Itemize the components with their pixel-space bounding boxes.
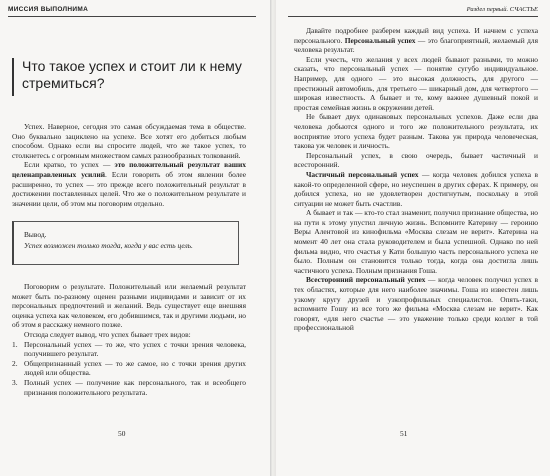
header-rule-right (288, 16, 538, 17)
left-body-bottom (12, 282, 246, 397)
paragraph-partial-full: Персональный успех, в свою очередь, бывает частичный и всесторонний. (294, 150, 538, 170)
paragraph-personal-intro (294, 26, 538, 55)
paragraph-comprehensive-success (294, 275, 538, 333)
paragraph-partial-success (294, 170, 538, 208)
left-page (0, 0, 270, 476)
paragraph-individual-desires: Если учесть, что желания у всех людей бывают разными, то можно сказать, что персональный успех — понятие сугубо индивидуальное. Например, для одного — это высокая должность, для другого — престижный автомобиль, для третьего — шикарный дом, для четвертого — широкая известность. А бывает и те, кому важнее душевный покой и простая семейная жизнь в окружении детей. (294, 54, 538, 112)
list-number: 3. (12, 377, 18, 387)
running-head-left: МИССИЯ ВЫПОЛНИМА (8, 6, 89, 13)
definition-rest: . Если говорить об этом явлении более расширенно, то успех — это прежде всего положительный результат в достижении поставленных целей. Что же о положительном результате и значении цели, об этом мы поговорим отдельно. (12, 169, 246, 208)
list-item (12, 340, 246, 359)
paragraph-success-definition (12, 160, 246, 208)
list-text: Общепризнанный успех — то же самое, но с точки зрения других людей или общества. (24, 358, 246, 378)
right-body (294, 26, 538, 333)
list-item (12, 378, 246, 397)
page-number-left: 50 (118, 429, 126, 438)
partial-success-def: — когда человек добился успеха в какой-то определенной сфере, но неуспешен в других сферах. К примеру, он добился успеха, но не удовлетворен достигнутым, поскольку в этой ситуации не может быть счастлив. (294, 169, 538, 208)
header-rule-left (8, 16, 256, 17)
personal-success-term: Персональный успех (344, 35, 416, 45)
list-item (12, 359, 246, 378)
left-body-top (12, 122, 246, 208)
page-number-right: 51 (400, 429, 408, 438)
list-number: 2. (12, 358, 18, 368)
partial-success-term: Частичный персональный успех (306, 169, 419, 179)
paragraph-success-intro: Успех. Наверное, сегодня это самая обсуждаемая тема в обществе. Оно буквально зациклено на успехе. Все хотят его добиться любым способом. Однако если вы спросите людей, что же такое успех, то столкнетесь с огромным множеством самых разнообразных толкований. (12, 122, 246, 160)
personal-success-def: — это благоприятный, желаемый для человека результат. (294, 35, 538, 55)
list-number: 1. (12, 339, 18, 349)
paragraph-three-types: Отсюда следует вывод, что успех бывает трех видов: (24, 329, 191, 339)
comprehensive-success-term: Всесторонний персональный успех (306, 275, 426, 285)
paragraph-no-two-alike: Не бывает двух одинаковых персональных успехов. Даже если два человека добьются одного и того же положительного результата, их восприятие этого успеха будет разным. Такова уж природа человеческая, такова уж человек и личность. (294, 112, 538, 151)
personal-intro-lead: Давайте подробнее разберем каждый вид успеха. И начнем с успеха персонального. (294, 26, 538, 45)
conclusion-callout (12, 221, 239, 265)
right-page (276, 0, 550, 476)
paragraph-result: Поговорим о результате. Положительный или желаемый результат может быть по-разному оценен разными индивидами и зависит от их персональных предпочтений и желаний. Ведь существует еще внешняя оценка успеха как человеком, его добившимся, так и другими людьми, но об этом я расскажу немного позже. (12, 282, 246, 330)
chapter-title: Что такое успех и стоит ли к нему стремиться? (22, 58, 242, 91)
definition-lead: Если кратко, то успех — (24, 160, 115, 170)
success-types-list (12, 340, 246, 398)
comprehensive-success-def: — когда человек получил успех в тех областях, которые для него наиболее значимы. Гоша из известен лишь узкому кругу друзей и узкопрофильных специалистов. Опять-таки, вспомните Гошу из все того же фильма «Москва слезам не верит». Как говорят, «для него счастье — это уважение только среди коллег в той профессиональной (294, 275, 538, 333)
running-head-right: Раздел первый. СЧАСТЬЕ (466, 6, 538, 13)
callout-label: Вывод. (24, 230, 47, 239)
callout-text: Успех возможен только тогда, когда у вас есть цель. (24, 241, 193, 250)
list-text: Полный успех — получение как персонального, так и всеобщего признания положительного результата. (24, 377, 246, 397)
paragraph-katerina-example: А бывает и так — кто-то стал знаменит, получил признание общества, но на пути к этому упустил личную жизнь. Вспомните Катерину — героиню Веры Алентовой из кинофильма «Москва слезам не верит». Катерина на момент 40 лет она стала руководителем и была успешной. Однако по ней фильма видно, что счастья у Кати большую часть персонального успеха не было. Полным он становится только тогда, когда она достигла лишь частичного успеха. Полным признания Гоша. (294, 208, 538, 275)
definition-bold: это положительный результат ваших целенаправленных усилий (12, 160, 246, 179)
list-text: Персональный успех — то же, что успех с точки зрения человека, получившего результат. (24, 339, 246, 359)
title-accent-bar (12, 58, 14, 96)
